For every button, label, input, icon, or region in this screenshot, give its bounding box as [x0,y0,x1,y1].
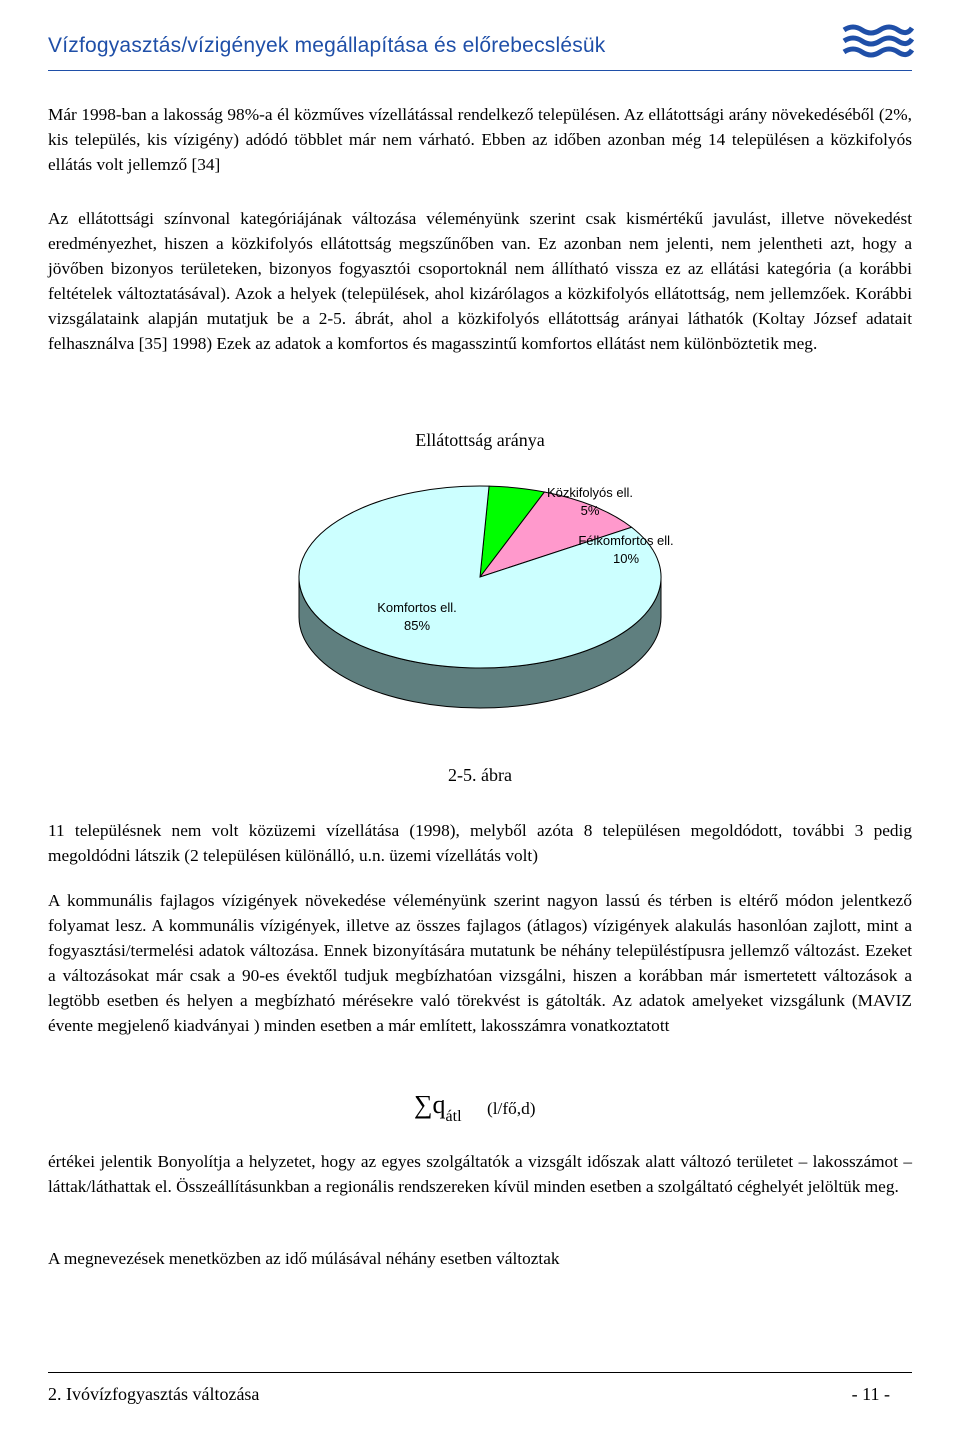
label-felkomfortos-name: Félkomfortos ell. [578,533,674,548]
formula-unit: (l/fő,d) [487,1099,536,1118]
footer-page-number: - 11 - [851,1384,890,1404]
paragraph-2: Az ellátottsági színvonal kategóriájának változása véleményünk szerint csak kismértékű javulást, illetve növekedést eredményezhet, hiszen a közkifolyós ellátottság megszűnőben van. Ez azonban nem jelenti, nem jelentheti azt, hogy a jövőben bizonyos területeken, bizonyos fogyasztói csoportoknál nem állítható vissza ez az ellátási kategória (a korábbi feltételek változtatásával). Azok a helyek (települések, ahol kizárólagos a közkifolyós ellátottság, nem jellemzőek. Korábbi vizsgálataink alapján mutatjuk be a 2-5. ábrát, ahol a közkifolyós ellátottság arányai láthatók (Koltay József adatait felhasználva [35] 1998) Ezek az adatok a komfortos és magasszintű komfortos ellátást nem különböztetik meg. [48,209,912,353]
running-header-title: Vízfogyasztás/vízigények megállapítása és előrebecslésük [48,34,606,57]
paragraph-6: A megnevezések menetközben az idő múlásával néhány esetben változtak [48,1249,560,1268]
label-kozkifolyos-name: Közkifolyós ell. [547,485,633,500]
footer-rule [48,1372,912,1373]
paragraph-5: értékei jelentik Bonyolítja a helyzetet, hogy az egyes szolgáltatók a vizsgált időszak alatt változó területet – lakosszámot – láttak/láthattak el. Összeállításunkban a regionális rendszereken kívül minden esetben a szolgáltató céghelyét jelöltük meg. [48,1152,912,1196]
label-komfortos-value: 85% [403,618,431,633]
formula-subscript: átl [445,1108,462,1125]
formula-symbol: ∑q [414,1090,446,1119]
paragraph-3: 11 településnek nem volt közüzemi vízellátása (1998), melyből azóta 8 településen megoldódott, további 3 pedig megoldódni látszik (2 településen különálló, u.n. üzemi vízellátás volt) [48,821,912,865]
footer-chapter: 2. Ivóvízfogyasztás változása [48,1384,260,1404]
paragraph-1: Már 1998-ban a lakosság 98%-a él közműves vízellátással rendelkező településen. Az ellátottsági arány növekedéséből (2%, kis település, kis vízigény) adódó többlet már nem várható. Ebben az időben azonban még 14 településen a közkifolyós ellátás volt jellemző [34] [48,105,912,174]
paragraph-4: A kommunális fajlagos vízigények növekedése véleményünk szerint nagyon lassú és térben is eltérő módon jelentkező folyamat lesz. A kommunális vízigények, illetve az összes fajlagos (átlagos) vízigények alakulás hasonlóan zajlott, mint a fogyasztási/termelési adatok változása. Ennek bizonyítására mutatunk be néhány településtípusra jellemző változást. Ezeket a változásokat már csak a 90-es évektől tudjuk megbízhatóan vizsgálni, hiszen a korábban már ismertetett változások a legtöbb esetben és helyen a megbízható mérésekre való törekvést is gátolták. Az adatok amelyeket vizsgálunk (MAVIZ évente megjelenő kiadványai ) minden esetben a már említett, lakosszámra vonatkoztatott [48,891,912,1035]
label-felkomfortos-value: 10% [612,551,640,566]
figure-caption: 2-5. ábra [448,765,512,785]
formula [414,1090,462,1125]
label-komfortos-name: Komfortos ell. [377,600,457,615]
chart-title: Ellátottság aránya [415,430,545,450]
label-kozkifolyos-value: 5% [580,503,600,518]
